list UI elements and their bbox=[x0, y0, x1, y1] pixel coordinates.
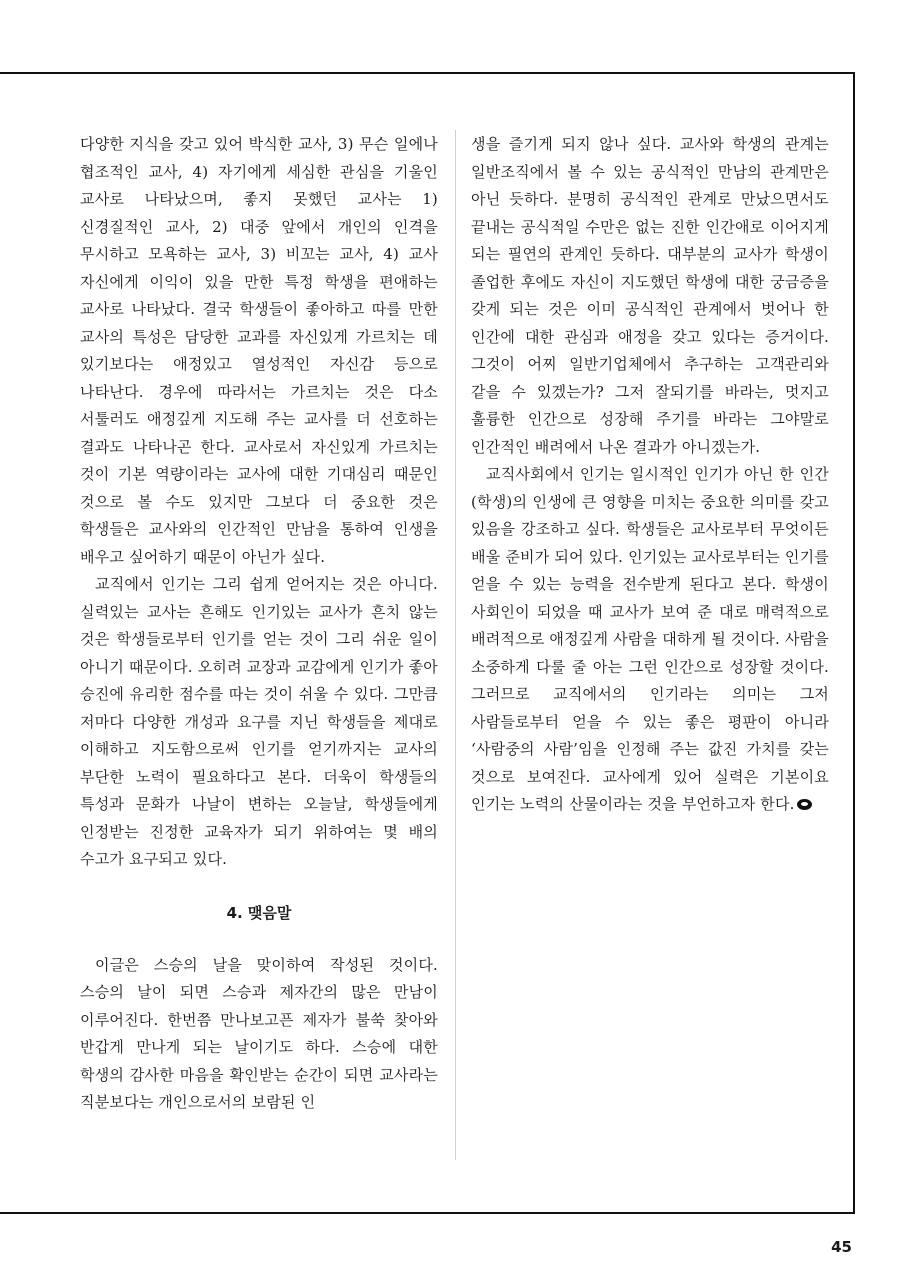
column-divider bbox=[455, 130, 456, 1160]
page-frame-top-rule bbox=[0, 72, 854, 74]
right-paragraph-2 bbox=[471, 461, 829, 819]
page-frame-bottom-rule bbox=[0, 1212, 855, 1214]
left-column bbox=[80, 131, 438, 1117]
end-of-article-icon bbox=[797, 799, 812, 810]
section-heading-conclusion: 4. 맺음말 bbox=[226, 903, 292, 922]
right-paragraph-2-text: 교직사회에서 인기는 일시적인 인기가 아닌 한 인간(학생)의 인생에 큰 영향을 미치는 중요한 의미를 갖고 있음을 강조하고 싶다. 학생들은 교사로부터 무엇이든 배울 준비가 되어 있다. 인기있는 교사로부터는 인기를 얻을 수 있는 능력을 전수받게 된다고 본다. 학생이 사회인이 되었을 때 교사가 보여 준 대로 매력적으로 배려적으로 애정깊게 사람을 대하게 될 것이다. 사람을 소중하게 다룰 줄 아는 그런 인간으로 성장할 것이다. 그러므로 교직에서의 인기라는 의미는 그저 사람들로부터 얻을 수 있는 좋은 평판이 아니라 ‘사람중의 사람’임을 인정해 주는 값진 가치를 갖는 것으로 보여진다. 교사에게 있어 실력은 기본이요 인기는 노력의 산물이라는 것을 부언하고자 한다. bbox=[471, 465, 829, 813]
left-paragraph-1: 다양한 지식을 갖고 있어 박식한 교사, 3) 무슨 일에나 협조적인 교사, 4) 자기에게 세심한 관심을 기울인 교사로 나타났으며, 좋지 못했던 교사는 1) 신경질적인 교사, 2) 대중 앞에서 개인의 인격을 무시하고 모욕하는 교사, 3) 비꼬는 교사, 4) 교사 자신에게 이익이 있을 만한 특정 학생을 편애하는 교사로 나타났다. 결국 학생들이 좋아하고 따를 만한 교사의 특성은 담당한 교과를 자신있게 가르치는 데 있기보다는 애정있고 열성적인 자신감 등으로 나타난다. 경우에 따라서는 가르치는 것은 다소 서툴러도 애정깊게 지도해 주는 교사를 더 선호하는 결과도 나타나곤 한다. 교사로서 자신있게 가르치는 것이 기본 역량이라는 교사에 대한 기대심리 때문인 것으로 볼 수도 있지만 그보다 더 중요한 것은 학생들은 교사와의 인간적인 만남을 통하여 인생을 배우고 싶어하기 때문이 아닌가 싶다. bbox=[80, 135, 438, 566]
left-paragraph-3: 이글은 스승의 날을 맞이하여 작성된 것이다. 스승의 날이 되면 스승과 제자간의 많은 만남이 이루어진다. 한번쯤 만나보고픈 제자가 불쑥 찾아와 반갑게 만나게 되는 날이기도 하다. 스승에 대한 학생의 감사한 마음을 확인받는 순간이 되면 교사라는 직분보다는 개인으로서의 보람된 인 bbox=[80, 955, 438, 1111]
page-frame-right-rule bbox=[853, 72, 855, 1213]
page-number: 45 bbox=[831, 1238, 852, 1256]
right-paragraph-1: 생을 즐기게 되지 않나 싶다. 교사와 학생의 관계는 일반조직에서 볼 수 있는 공식적인 만남의 관계만은 아닌 듯하다. 분명히 공식적인 관계로 만났으면서도 끝내는 공식적일 수만은 없는 진한 인간애로 이어지게 되는 필연의 관계인 듯하다. 대부분의 교사가 학생이 졸업한 후에도 자신이 지도했던 학생에 대한 궁금증을 갖게 되는 것은 이미 공식적인 관계에서 벗어나 한 인간에 대한 관심과 애정을 갖고 있다는 증거이다. 그것이 어찌 일반기업체에서 추구하는 고객관리와 같을 수 있겠는가? 그저 잘되기를 바라는, 멋지고 훌륭한 인간으로 성장해 주기를 바라는 그야말로 인간적인 배려에서 나온 결과가 아니겠는가. bbox=[471, 135, 829, 456]
left-paragraph-2: 교직에서 인기는 그리 쉽게 얻어지는 것은 아니다. 실력있는 교사는 흔해도 인기있는 교사가 흔치 않는 것은 학생들로부터 인기를 얻는 것이 그리 쉬운 일이 아니기 때문이다. 오히려 교장과 교감에게 인기가 좋아 승진에 유리한 점수를 따는 것이 쉬울 수 있다. 그만큼 저마다 다양한 개성과 요구를 지닌 학생들을 제대로 이해하고 지도함으로써 인기를 얻기까지는 교사의 부단한 노력이 필요하다고 본다. 더욱이 학생들의 특성과 문화가 나날이 변하는 오늘날, 학생들에게 인정받는 진정한 교육자가 되기 위하여는 몇 배의 수고가 요구되고 있다. bbox=[80, 575, 438, 868]
right-column bbox=[471, 131, 829, 819]
